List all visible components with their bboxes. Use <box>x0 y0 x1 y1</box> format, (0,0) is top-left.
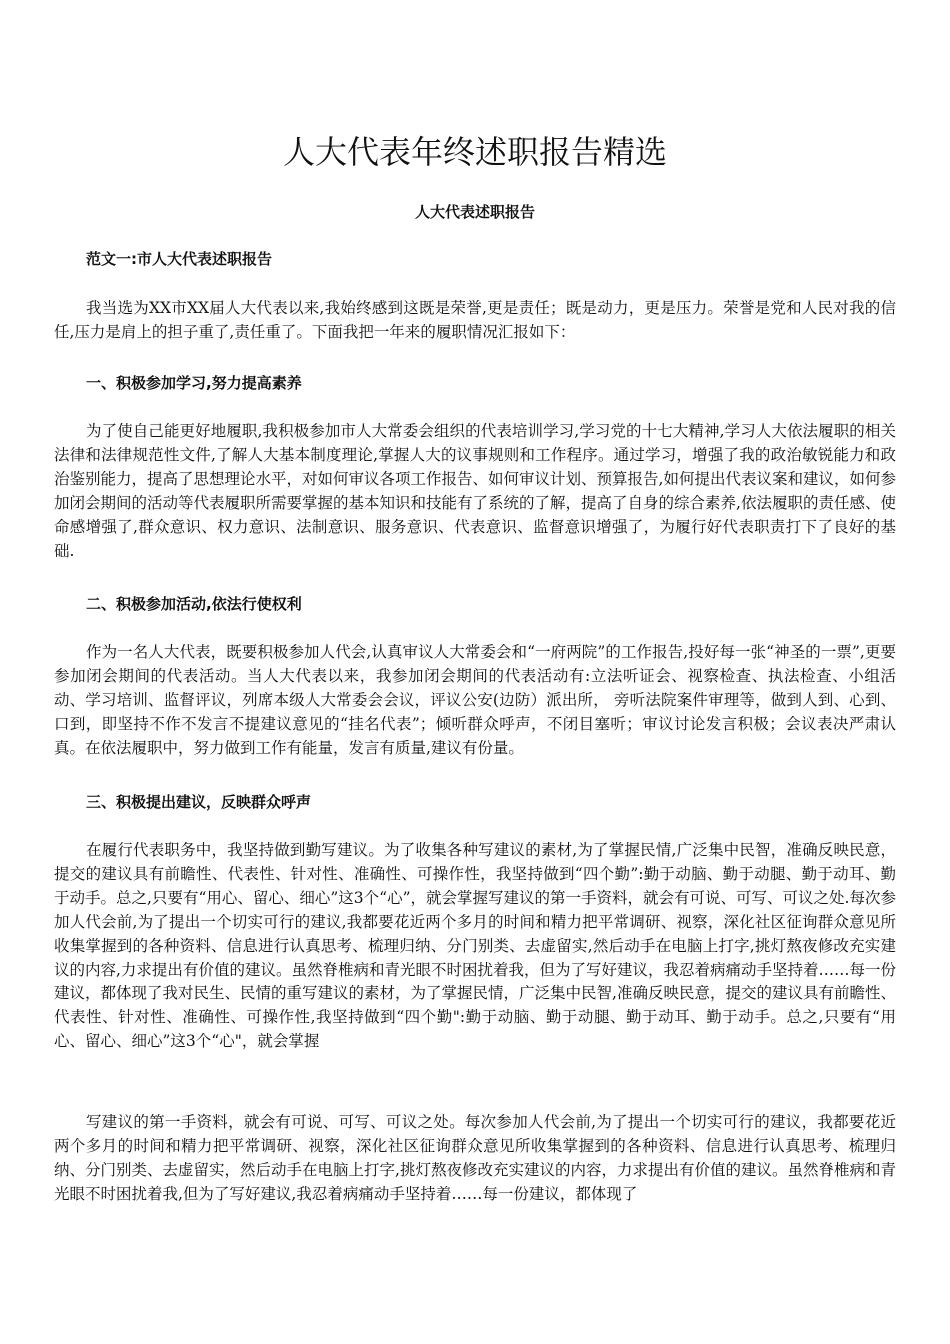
heading-3: 三、积极提出建议，反映群众呼声 <box>86 793 312 811</box>
paragraph-4: 写建议的第一手资料，就会有可说、可写、可议之处。每次参加人代会前,为了提出一个切实可行的建议，我都要花近两个多月的时间和精力把平常调研、视察，深化社区征询群众意见所收集掌握到的各种资料、信息进行认真思考、梳理归纳、分门别类、去虚留实，然后动手在电脑上打字,挑灯熬夜修改充实建议的内容，力求提出有价值的建议。虽然脊椎病和青光眼不时困扰着我,但为了写好建议,我忍着病痛动手坚持着……每一份建议，都体现了 <box>54 1113 896 1203</box>
heading-2: 二、积极参加活动,依法行使权利 <box>86 595 302 613</box>
paragraph-2: 作为一名人大代表，既要积极参加人代会,认真审议人大常委会和“一府两院”的工作报告,投好每一张“神圣的一票”,更要参加闭会期间的代表活动。当人大代表以来，我参加闭会期间的代表活动有:立法听证会、视察检查、执法检查、小组活动、学习培训、监督评议，列席本级人大常委会会议，评议公安(边防）派出所， 旁听法院案件审理等，做到人到、心到、口到，即坚持不作不发言不提建议意见的“挂名代表”；倾听群众呼声，不闭目塞听；审议讨论发言积极；会议表决严肃认真。在依法履职中，努力做到工作有能量，发言有质量,建议有份量。 <box>54 643 896 757</box>
document-subtitle: 人大代表述职报告 <box>414 203 535 221</box>
heading-1: 一、积极参加学习,努力提高素养 <box>86 374 302 392</box>
document-title: 人大代表年终述职报告精选 <box>282 133 667 171</box>
paragraph-1: 为了使自己能更好地履职,我积极参加市人大常委会组织的代表培训学习,学习党的十七大精神,学习人大依法履职的相关法律和法律规范性文件,了解人大基本制度理论,掌握人大的议事规则和工作程序。通过学习，增强了我的政治敏锐能力和政治鉴别能力，提高了思想理论水平，对如何审议各项工作报告、如何审议计划、预算报告,如何提出代表议案和建议，如何参加闭会期间的活动等代表履职所需要掌握的基本知识和技能有了系统的了解，提高了自身的综合素养,依法履职的责任感、使命感增强了,群众意识、权力意识、法制意识、服务意识、代表意识、监督意识增强了，为履行好代表职责打下了良好的基础. <box>54 422 896 560</box>
intro-paragraph: 我当选为XX市XX届人大代表以来,我始终感到这既是荣誉,更是责任；既是动力，更是压力。荣誉是党和人民对我的信任,压力是肩上的担子重了,责任重了。下面我把一年来的履职情况汇报如下： <box>54 299 896 341</box>
section-label: 范文一:市人大代表述职报告 <box>86 250 272 268</box>
paragraph-3: 在履行代表职务中，我坚持做到勤写建议。为了收集各种写建议的素材,为了掌握民情,广泛集中民智，准确反映民意，提交的建议具有前瞻性、代表性、针对性、准确性、可操作性，我坚持做到“四个勤”:勤于动脑、勤于动腿、勤于动耳、勤于动手。总之,只要有“用心、留心、细心”这3个“心”，就会掌握写建议的第一手资料，就会有可说、可写、可议之处.每次参加人代会前,为了提出一个切实可行的建议,我都要花近两个多月的时间和精力把平常调研、视察，深化社区征询群众意见所收集掌握到的各种资料、信息进行认真思考、梳理归纳、分门别类、去虚留实,然后动手在电脑上打字,挑灯熬夜修改充实建议的内容,力求提出有价值的建议。虽然脊椎病和青光眼不时困扰着我，但为了写好建议，我忍着病痛动手坚持着……每一份建议，都体现了我对民生、民情的重写建议的素材，为了掌握民情，广泛集中民智,准确反映民意，提交的建议具有前瞻性、代表性、针对性、准确性、可操作性,我坚持做到“四个勤":勤于动脑、勤于动腿、勤于动耳、勤于动手。总之,只要有“用心、留心、细心”这3个“心"，就会掌握 <box>54 841 896 1051</box>
